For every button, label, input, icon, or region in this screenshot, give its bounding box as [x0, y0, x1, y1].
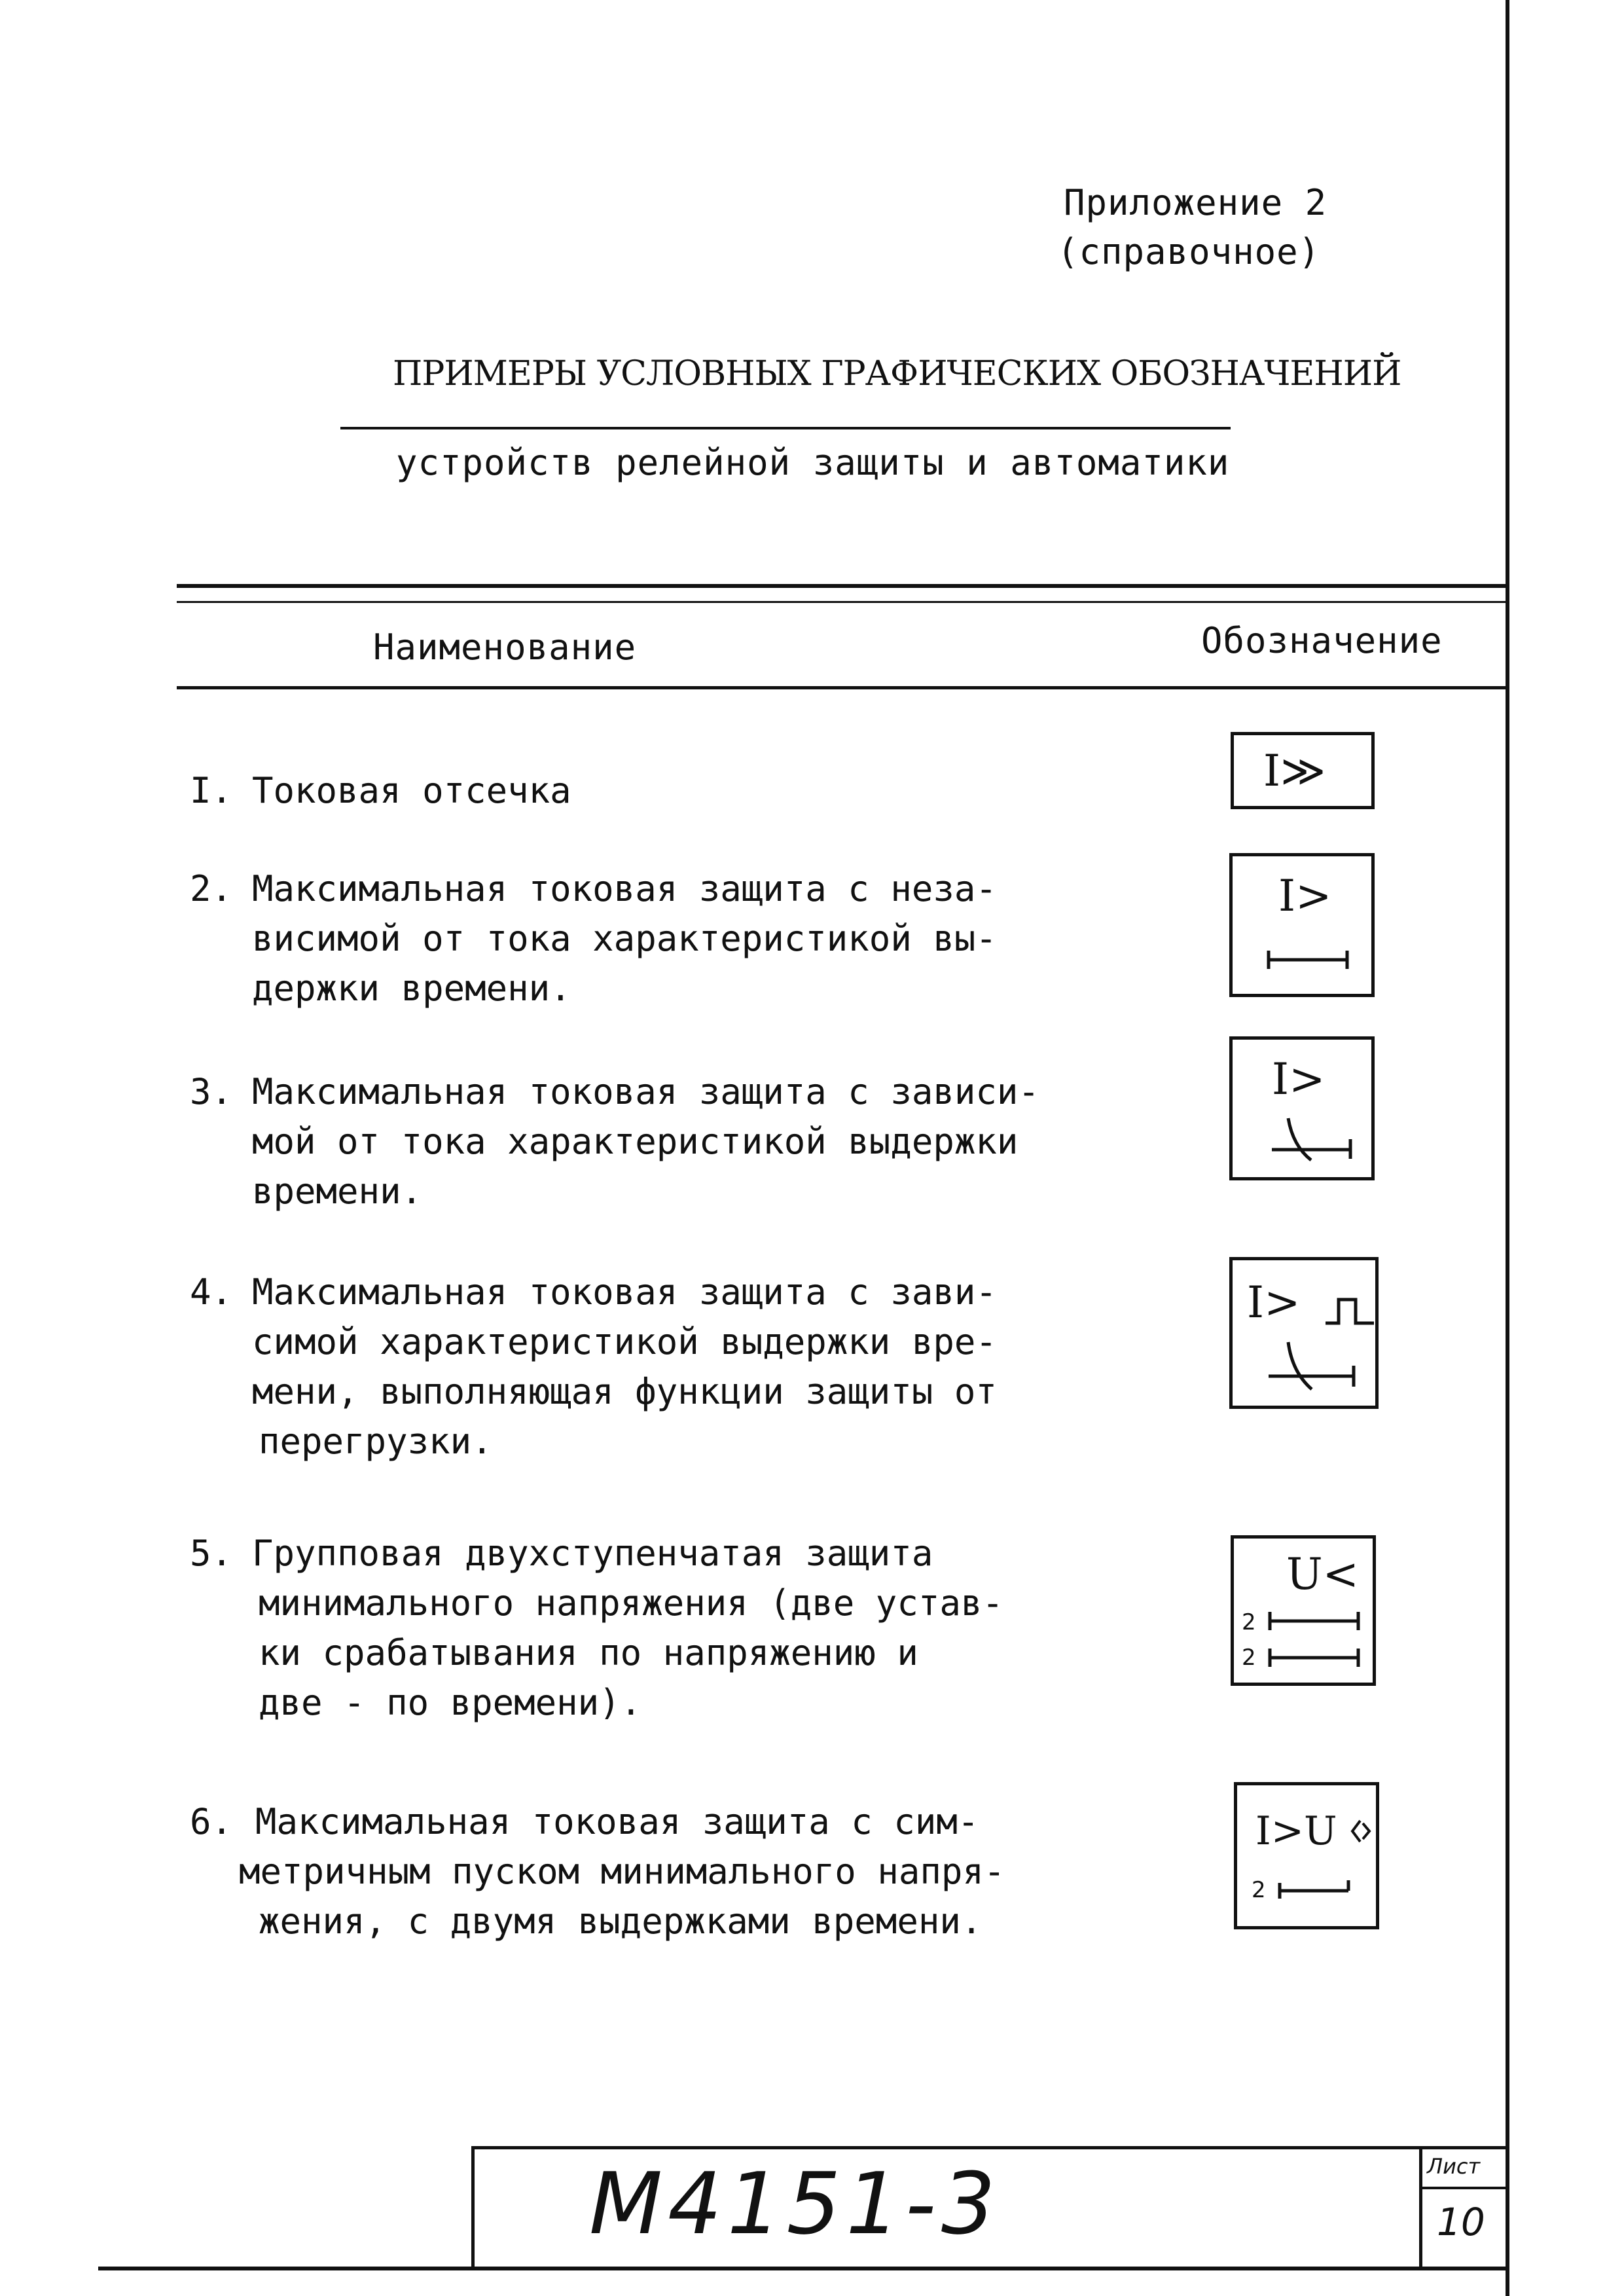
sheet-number: 10 — [1437, 2200, 1485, 2244]
table-top-rule-2 — [177, 601, 1506, 603]
appendix-label: Приложение 2 — [1064, 182, 1327, 223]
row-text-line: метричным пуском минимального напря- — [239, 1851, 1005, 1892]
document-code: М4151-3 — [589, 2154, 1001, 2253]
delay-count-mark: 2 — [1252, 1877, 1266, 1903]
pulse-icon — [1324, 1294, 1377, 1327]
time-delay-icon — [1276, 1874, 1355, 1906]
frame-right-border — [1506, 0, 1509, 2296]
symbol-text: I> — [1272, 1054, 1326, 1104]
two-time-delays-icon — [1267, 1604, 1365, 1683]
symmetric-arrows-icon — [1347, 1818, 1373, 1847]
footer-left-rule — [471, 2146, 475, 2270]
footer-top-rule — [471, 2146, 1507, 2149]
page-subtitle: устройств релейной защиты и автоматики — [396, 442, 1230, 483]
symbol-current-cutoff — [1231, 732, 1375, 809]
inverse-time-icon — [1265, 1112, 1357, 1164]
symbol-text: I≫ — [1263, 746, 1326, 796]
row-text-line: симой характеристикой выдержки вре- — [252, 1321, 997, 1362]
table-top-rule — [177, 584, 1506, 588]
footer-sheet-divider — [1419, 2146, 1422, 2270]
page-title: ПРИМЕРЫ УСЛОВНЫХ ГРАФИЧЕСКИХ ОБОЗНАЧЕНИЙ — [393, 354, 1401, 393]
row-text-line: висимой от тока характеристикой вы- — [252, 918, 997, 959]
footer-bottom-rule — [98, 2267, 1507, 2270]
row-number: 6. — [190, 1801, 233, 1842]
row-text-line: времени. — [252, 1171, 423, 1212]
row-text-line: Максимальная токовая защита с зави- — [252, 1271, 997, 1313]
symbol-definite-time-overcurrent — [1229, 853, 1375, 997]
stage-count-mark: 2 — [1242, 1609, 1256, 1635]
row-text-line: две - по времени). — [259, 1682, 642, 1723]
row-number: I. — [190, 770, 233, 811]
appendix-note: (справочное) — [1057, 231, 1321, 272]
inverse-time-icon — [1262, 1336, 1360, 1394]
symbol-overload-protection — [1229, 1257, 1379, 1409]
title-underline — [340, 427, 1231, 429]
column-header-name: Наименование — [373, 627, 637, 668]
sheet-cell-divider — [1419, 2187, 1507, 2189]
row-text-line: Максимальная токовая защита с сим- — [255, 1801, 979, 1842]
row-text-line: мой от тока характеристикой выдержки — [252, 1121, 1019, 1162]
row-number: 3. — [190, 1071, 233, 1112]
row-number: 4. — [190, 1271, 233, 1313]
row-text-line: мени, выполняющая функции защиты от — [252, 1371, 997, 1412]
row-text-line: жения, с двумя выдержками времени. — [259, 1901, 983, 1942]
row-text-line: минимального напряжения (две устав- — [259, 1582, 1003, 1624]
symbol-two-stage-undervoltage — [1231, 1535, 1376, 1686]
row-text-line: Максимальная токовая защита с зависи- — [252, 1071, 1039, 1112]
sheet-label: Лист — [1427, 2154, 1481, 2179]
symbol-text: I>U — [1255, 1808, 1337, 1854]
definite-time-icon — [1265, 941, 1350, 974]
symbol-text: I> — [1247, 1277, 1301, 1328]
column-header-symbol: Обозначение — [1201, 620, 1443, 661]
symbol-text: U< — [1286, 1549, 1359, 1599]
row-text-line: Групповая двухступенчатая защита — [252, 1533, 933, 1574]
row-text-line: Токовая отсечка — [252, 770, 571, 811]
row-text-line: перегрузки. — [259, 1421, 493, 1462]
row-number: 2. — [190, 868, 233, 909]
symbol-overcurrent-voltage-start — [1234, 1782, 1379, 1929]
row-number: 5. — [190, 1533, 233, 1574]
symbol-inverse-time-overcurrent — [1229, 1036, 1375, 1180]
stage-count-mark: 2 — [1242, 1645, 1256, 1671]
row-text-line: ки срабатывания по напряжению и — [259, 1632, 918, 1673]
row-text-line: Максимальная токовая защита с неза- — [252, 868, 997, 909]
row-text-line: держки времени. — [252, 968, 571, 1009]
table-header-rule — [177, 686, 1506, 689]
symbol-text: I> — [1278, 871, 1332, 921]
